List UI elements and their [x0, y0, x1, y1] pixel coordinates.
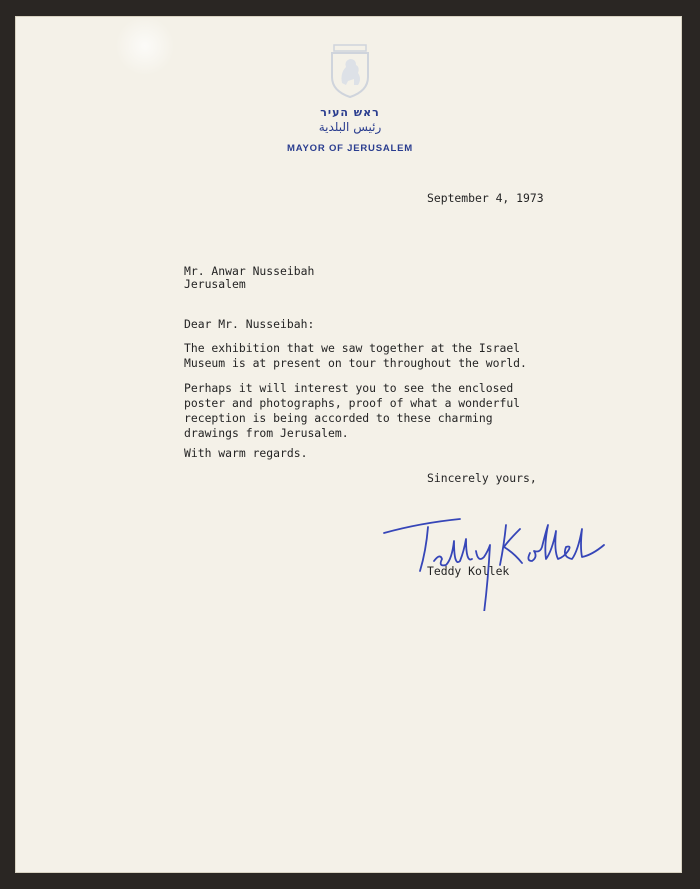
- signer-name: Teddy Kollek: [427, 564, 510, 578]
- mayor-title: MAYOR OF JERUSALEM: [287, 143, 413, 154]
- hebrew-title: ראש העיר: [320, 106, 380, 119]
- closing: Sincerely yours,: [427, 471, 537, 485]
- letter-page: [15, 16, 682, 873]
- salutation: Dear Mr. Nusseibah:: [184, 317, 315, 331]
- handwritten-signature: [380, 501, 610, 611]
- closing-regards: With warm regards.: [184, 446, 308, 460]
- recipient-city: Jerusalem: [184, 277, 246, 291]
- paragraph-2: Perhaps it will interest you to see the enclosed poster and photographs, proof of what a wonderful reception is being accorded to these charming drawings from Jerusalem.: [184, 381, 521, 440]
- jerusalem-lion-emblem-icon: [328, 43, 372, 99]
- paragraph-1: The exhibition that we saw together at the Israel Museum is at present on tour throughout the world.: [184, 341, 527, 370]
- arabic-title: رئيس البلدية: [318, 120, 382, 134]
- letter-date: September 4, 1973: [427, 191, 544, 205]
- recipient-name: Mr. Anwar Nusseibah: [184, 264, 315, 278]
